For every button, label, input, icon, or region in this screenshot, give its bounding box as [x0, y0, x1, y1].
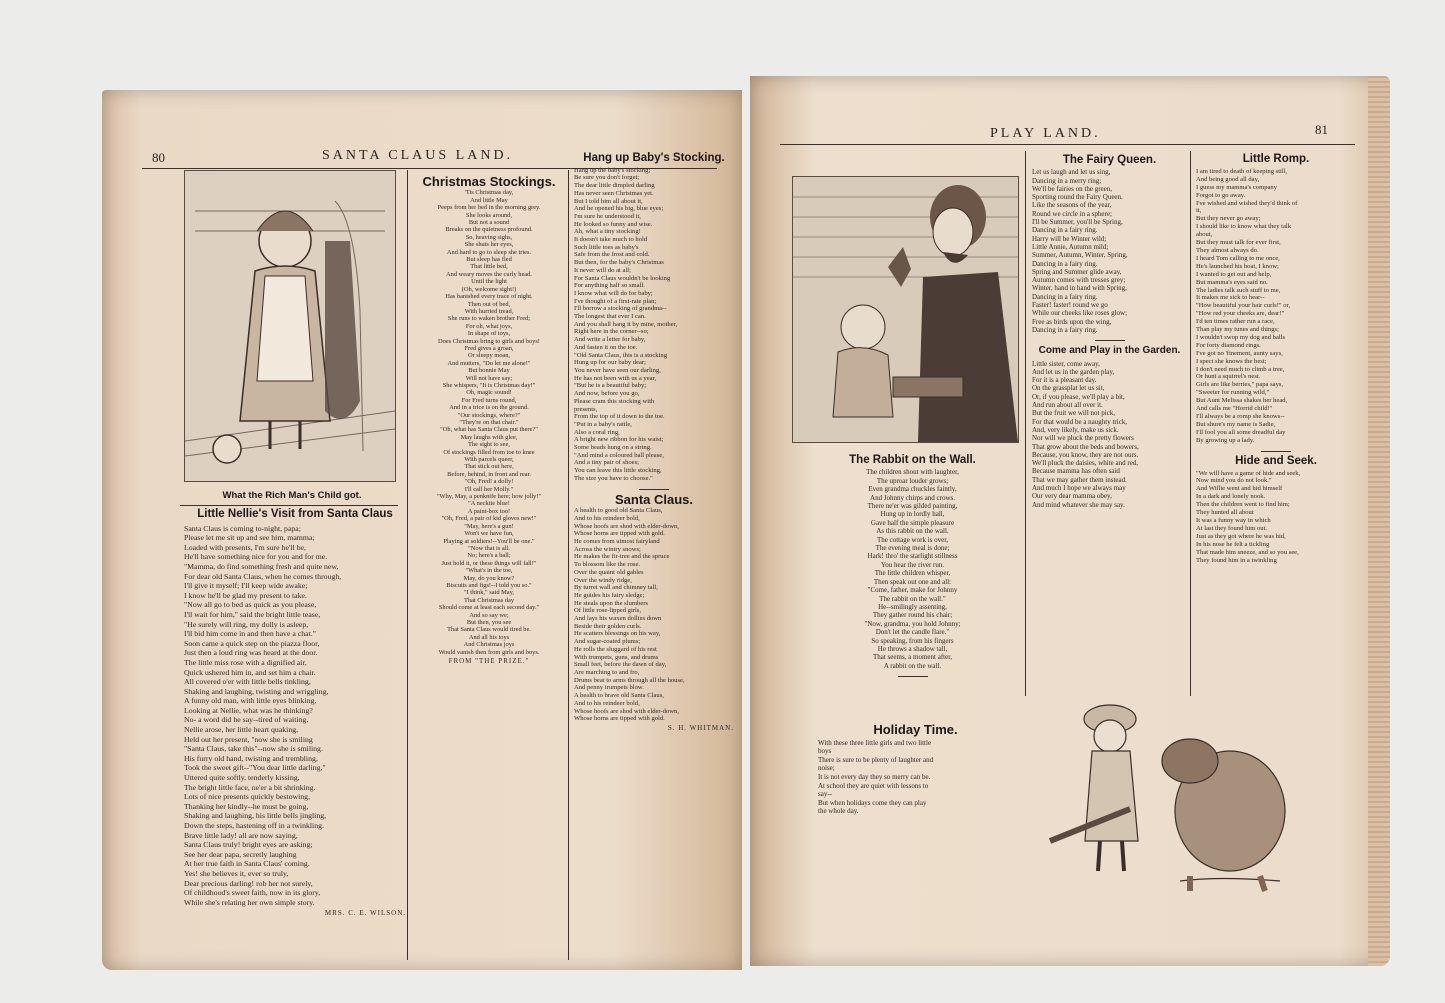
caption-rule: [180, 505, 398, 506]
poem-text: I am tired to death of keeping still, And being good all day, I guess my mamma's company Forgot to go away. I've wished and wished they'd think of it, But they never go away; I should like to know what they talk about, But they must talk for ever first, They almost always do. I heard Tom calling to me once, He's launched his boat, I know; I wanted to get out and help, But mamma's eyes said no. The ladies talk such stuff to me, It makes me sick to hear-- "How beautiful your hair curls!" or, "How red your cheeks are, dear!" I'd ten times rather run a race, Than play my tunes and things; I wouldn't swop my dog and balls For forty diamond rings. I've got no 'finement, aunty says, I spect she knows the best; I don't need much to climb a tree, Or hunt a squirrel's nest. Girls are like berries," papa says, "Sweeter for running wild," But Aunt Melissa shakes her head, And calls me "Horrid child!" I'll always be a romp she knows-- But shure's my name is Sadie, I'll fool you all some dreadful day By growing up a lady.: [1196, 167, 1298, 444]
poem-text: With these three little girls and two little boys There is sure to be plenty of laughter and noise; It is not every day they so merry can be. At school they are quiet with lessons to say-- But when holidays come they can play the whole day.: [818, 738, 934, 816]
header-rule-right: [780, 144, 1355, 145]
page-header-left: SANTA CLAUS LAND.: [322, 148, 514, 163]
divider: [1261, 451, 1291, 452]
poem-title: Christmas Stockings.: [422, 174, 556, 189]
poem-title: Little Nellie's Visit from Santa Claus: [197, 508, 393, 520]
column-divider: [1190, 151, 1191, 696]
poem-title-garden: Come and Play in the Garden.: [1038, 345, 1181, 357]
poem-title: Holiday Time.: [873, 722, 958, 737]
poem-nellie: [184, 510, 406, 919]
illustration-girl-with-toys: [184, 170, 396, 482]
poem-little-romp: [1196, 153, 1356, 566]
divider: [1095, 340, 1125, 341]
poem-rabbit-on-the-wall: [825, 456, 1000, 683]
open-book: [82, 70, 1402, 975]
page-header-right: PLAY LAND.: [990, 126, 1101, 141]
poem-text-hide-and-seek: "We will have a game of hide and seek, Now mind you do not look." And Willie went and hid himself In a dark and lonely nook. Then the children went to find him; They hunted all about It was a funny way in which At last they found him out. Just as they got where he was hid, In his nose he felt a tickling That made him sneeze, and so you see, They found him in a twinkling: [1196, 469, 1301, 564]
illustration-child-with-dog: [1040, 691, 1315, 901]
left-page: [102, 90, 742, 970]
poem-text: Santa Claus is coming to-night, papa; Please let me sit up and see him, mamma; Loaded with presents, I'm sure he'll be, He'll have something nice for you and for me. "Mamma, do find something fresh and quite new, For dear old Santa Claus, when he comes through, I'll give it myself; I'll keep wide awake; I know he'll be glad my present to take. "Now all go to bed as quick as you please, I'll wait for him," said the bright little tease, "He surely will ring, my dolly is asleep, I'll bid him come in and then have a chat." Soon came a quick step on the piazza floor, Just then a loud ring was heard at the door. The little miss rose with a dignified air, Quick ushered him in, and set him a chair. All covered o'er with little bells tinkling, Shaking and laughing, twisting and wriggling, A funny old man, with little eyes blinking, Looking at Nellie, what was he thinking? No- a word did he say--tired of waiting, Nellie arose, her little heart quaking, Held out her present, "now she is smiling "Santa Claus, take this"--now she is smiling. His furry old hand, twisting and trembling, Took the sweet gift--"You dear little darling," Uttered quite softly, tenderly kissing, The bright little face, ne'er a bit shrinking. Lots of nice presents quickly bestowing, Thanking her kindly--he must be going, Shaking and laughing, his little bells jingling, Down the steps, hastening off in a twinkling. Brave little lady! all are now saying, Santa Claus truly! bright eyes are asking; See her dear papa, secretly laughing At her true faith in Santa Claus' coming. Yes! she believes it, ever so truly, Dear precious darling! rob her not surely, Of childhood's sweet faith, now in its glory, While she's relating her own simple story.: [184, 523, 342, 907]
page-number-right: 81: [1315, 122, 1328, 137]
column-divider: [407, 170, 408, 960]
poem-text-garden: Little sister, come away, And let us in the garden play, For it is a pleasant day. On the grassplat let us sit, Or, if you please, we'll play a bit, And run about all over it. But the fruit we will not pick, For that would be a naughty trick, And, very likely, make us sick. Nor will we pluck the pretty flowers That grow about the beds and bowers, Because, you know, they are not ours. We'll pluck the daisies, white and red, Because mamma has often said That we may gather them instead. And much I hope we always may Our very dear mamma obey, And mind whatever she may say.: [1032, 359, 1139, 509]
column-divider: [1025, 151, 1026, 696]
divider: [898, 676, 928, 677]
divider: [639, 489, 669, 490]
poem-text: Hang up the baby's stocking; Be sure you don't forget; The dear little dimpled darling Has never seen Christmas yet. But I told him all about it, And he opened his big, blue eyes; I'm sure he understood it, He looked so funny and wise. Ah, what a tiny stocking! It doesn't take much to hold Such little toes as baby's Safe from the frost and cold. But then, for the baby's Christmas It never will do at all; For Santa Claus wouldn't be looking For anything half so small. I know what will do for baby; I've thought of a first-rate plan; I'll borrow a stocking of grandma-- The longest that ever I can. And you shall hang it by mine, mother, Right here in the corner--so; And write a letter for baby, And fasten it on the toe. "Old Santa Claus, this is a stocking Hung up for our baby dear; You never have seen our darling, He has not been with us a year, "But he is a beautiful baby; And now, before you go, Please cram this stocking with presents, From the top of it down to the toe. "Put in a baby's rattle, Also a coral ring, A bright new ribbon for his waist; Some beads hung on a string. "And mind a coloured ball please, And a tiny pair of shoes; You can leave this little stocking, The size you have to choose.": [574, 166, 678, 482]
poem-title-santa-claus: Santa Claus.: [614, 491, 694, 507]
right-page: [750, 76, 1390, 966]
page-number-left: 80: [152, 150, 165, 165]
poem-text: Let us laugh and let us sing, Dancing in a merry ring; We'll be fairies on the green, Sporting round the Fairy Queen. Like the seasons of the year, Round we circle in a sphere; I'll be Summer, you'll be Spring, Dancing in a fairy ring. Harry will be Winter wild; Little Annie, Autumn mild; Summer, Autumn, Winter, Spring, Dancing in a fairy ring. Spring and Summer glide away, Autumn comes with tresses grey; Winter, hand in hand with Spring, Dancing in a fairy ring. Faster! faster! round we go While our cheeks like roses glow; Free as birds upon the wing, Dancing in a fairy ring.: [1032, 168, 1128, 334]
poem-title: The Rabbit on the Wall.: [849, 454, 976, 466]
poem-signature: MRS. C. E. WILSON.: [324, 909, 406, 918]
poem-title: Little Romp.: [1242, 153, 1310, 165]
illustration-rabbit-shadow: [792, 176, 1019, 443]
poem-title: The Fairy Queen.: [1062, 154, 1157, 166]
poem-hang-up-babys-stocking: [574, 152, 734, 733]
poem-title-hide-and-seek: Hide and Seek.: [1235, 454, 1317, 467]
page-edges: [1368, 76, 1390, 966]
column-divider: [568, 170, 569, 960]
poem-text: The children shout with laughter, The uproar louder grows; Even grandma chuckles faintly, And Johnny chirps and crows. There ne'er was gilded painting, Hung up in lordly hall, Gave half the simple pleasure As this rabbit on the wall. The cottage work is over, The evening meal is done; Hark! thro' the starlight stillness You hear the river run. The little children whisper, Then speak out one and all: "Come, father, make for Johnny The rabbit on the wall." He--smilingly assenting, They gather round his chair; "Now, grandma, you hold Johnny; Don't let the candle flare." So speaking, from his fingers He throws a shadow tall, That seems, a moment after, A rabbit on the wall.: [864, 468, 961, 670]
poem-signature: S. H. WHITMAN.: [667, 723, 734, 732]
poem-holiday-time: [818, 722, 1013, 818]
poem-text-santa-claus: A health to good old Santa Claus, And to his reindeer bold, Whose hoofs are shod with elder-down, Whose horns are tipped with gold. He comes from utmost fairyland Across the wintry snows; He makes the fir-tree and the spruce To blossom like the rose. Over the quaint old gables Over the windy ridge, By turret wall and chimney tall, He guides his fairy sledge; He steals upon the slumbers Of little rose-lipped girls, And lays his waxen dollies down Beside their golden curls. He scatters blessings on his way, And sugar-coated plums; He rolls the sluggard of his rest With trumpets, guns, and drums Small feet, before the dawn of day, Are marching to and fro, Drums beat to arms through all the house, And penny trumpets blow. A health to brave old Santa Claus, And to his reindeer bold, Whose hoofs are shod with elder-down, Whose horns are tipped with gold.: [574, 507, 685, 723]
poem-fairy-queen: [1032, 156, 1187, 511]
poem-signature: FROM "THE PRIZE.": [448, 657, 530, 665]
poem-text: 'Tis Christmas day, And little May Peeps from her bed in the morning grey. She looks around, But not a sound Breaks on the quietness profound. So, heaving sighs, She shuts her eyes, And hard to go to sleep she tries. But sleep has fled That little bed, And weary moves the curly head. Until the light (Oh, welcome sight!) Has banished every trace of night. Then out of bed, With hurried tread, She runs to waken brother Fred; For oh, what joys, In shape of toys, Does Christmas bring to girls and boys! Fred gives a groan, Or sleepy moan, And mutters, "Do let me alone!" But bonnie May Will not have say; She whispers, "It is Christmas day!" Oh, magic sound! For Fred turns round, And in a trice is on the ground. "Our stockings, where?" "They're on that chair." "Oh, what has Santa Claus put there?" May laughs with glee, The sight to see, Of stockings filled from toe to knee With parcels queer, That stick out here, Before, behind, in front and rear. "Oh, Fred! a dolly! I'll call her Molly." "Why, May, a penknife here; how jolly!" "A necktie blue! A paint-box too! "Oh, Fred, a pair of kid gloves new!" "May, here's a gun! Won't we have fun, Playing at soldiers!--You'll be one." "Now that is all. No; here's a ball; Just hold it, or these things will fall!" "What's in the toe, May, do you know? Biscuits and figs!--I told you so." "I think," said May, That Christmas day Should come at least each second day." And so say we; But then, you see That Santa Claus would tired be. And all his toys And Christmas joys Would vanish then from girls and boys.: [436, 189, 542, 656]
poem-christmas-stockings: [414, 174, 564, 665]
illustration-caption: What the Rich Man's Child got.: [222, 490, 362, 501]
poem-title: Hang up Baby's Stocking.: [583, 152, 725, 164]
